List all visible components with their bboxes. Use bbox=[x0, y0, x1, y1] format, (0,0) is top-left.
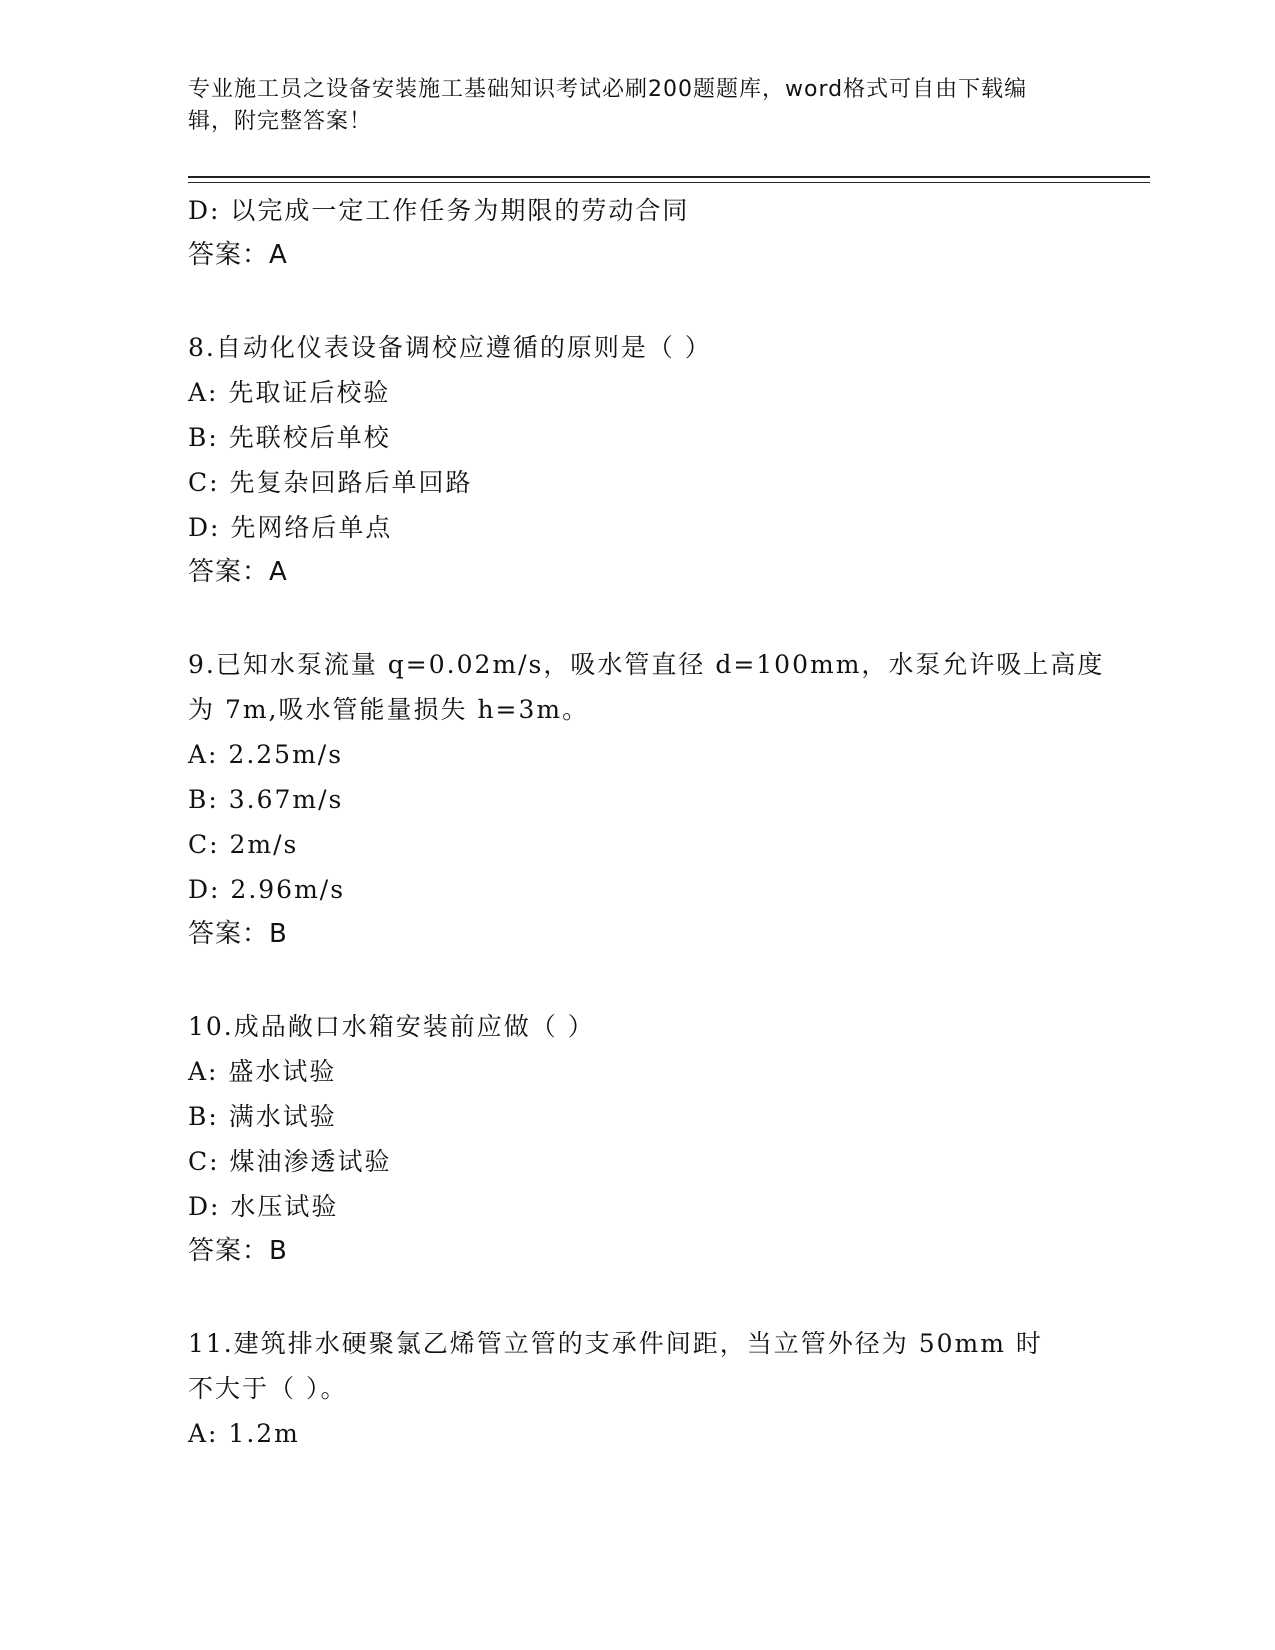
question-9 bbox=[188, 642, 1105, 957]
spacer bbox=[188, 1274, 1088, 1321]
question-8-option-b: B: 先联校后单校 bbox=[188, 423, 391, 452]
question-10-stem: 10.成品敞口水箱安装前应做（ ） bbox=[188, 1012, 595, 1041]
spacer bbox=[188, 278, 1088, 325]
question-11-stem-line-2: 不大于（ ）。 bbox=[188, 1374, 348, 1403]
question-10 bbox=[188, 1004, 1088, 1274]
question-9-stem-line-1: 9.已知水泵流量 q=0.02m/s，吸水管直径 d=100mm，水泵允许吸上高度 bbox=[188, 650, 1105, 679]
spacer bbox=[188, 957, 1088, 1004]
question-11-option-a: A: 1.2m bbox=[188, 1419, 300, 1448]
question-8-answer: 答案：A bbox=[188, 557, 288, 587]
question-10-option-c: C: 煤油渗透试验 bbox=[188, 1147, 392, 1176]
question-8-option-d: D: 先网络后单点 bbox=[188, 513, 393, 542]
question-9-stem-line-2: 为 7m,吸水管能量损失 h=3m。 bbox=[188, 695, 590, 724]
question-9-option-d: D: 2.96m/s bbox=[188, 875, 346, 904]
prev-option-d: D: 以完成一定工作任务为期限的劳动合同 bbox=[188, 196, 690, 225]
question-9-answer: 答案：B bbox=[188, 919, 288, 949]
header-divider-thin bbox=[188, 182, 1150, 183]
question-8-option-c: C: 先复杂回路后单回路 bbox=[188, 468, 473, 497]
question-9-option-a: A: 2.25m/s bbox=[188, 740, 344, 769]
spacer bbox=[188, 595, 1088, 642]
question-9-option-c: C: 2m/s bbox=[188, 830, 299, 859]
question-10-option-a: A: 盛水试验 bbox=[188, 1057, 337, 1086]
question-body bbox=[188, 188, 1105, 1456]
question-9-option-b: B: 3.67m/s bbox=[188, 785, 344, 814]
question-8-option-a: A: 先取证后校验 bbox=[188, 378, 391, 407]
question-11-stem-line-1: 11.建筑排水硬聚氯乙烯管立管的支承件间距，当立管外径为 50mm 时 bbox=[188, 1329, 1043, 1358]
header-divider-thick bbox=[188, 176, 1150, 178]
question-8 bbox=[188, 325, 1088, 595]
question-10-option-b: B: 满水试验 bbox=[188, 1102, 337, 1131]
question-10-option-d: D: 水压试验 bbox=[188, 1192, 339, 1221]
page-header-title: 专业施工员之设备安装施工基础知识考试必刷200题题库，word格式可自由下载编辑，附完整答案！ bbox=[188, 77, 1028, 134]
question-10-answer: 答案：B bbox=[188, 1236, 288, 1266]
question-8-stem: 8.自动化仪表设备调校应遵循的原则是（ ） bbox=[188, 333, 712, 362]
prev-answer: 答案：A bbox=[188, 240, 288, 270]
question-11 bbox=[188, 1321, 1088, 1456]
